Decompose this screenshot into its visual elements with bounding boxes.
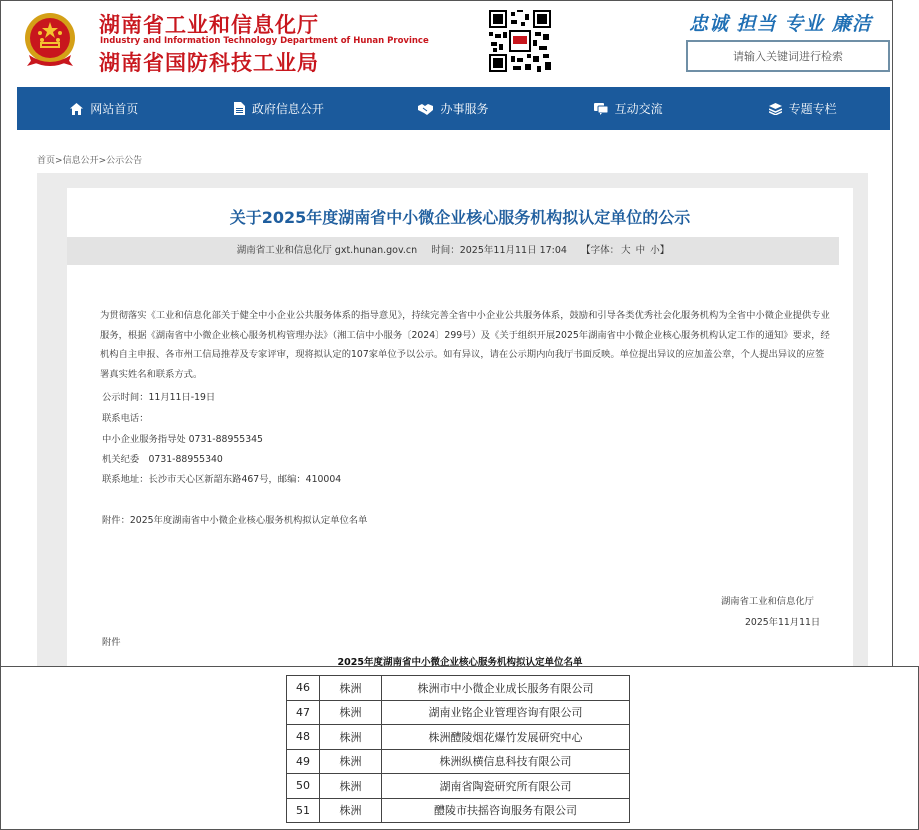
table-row [287, 774, 630, 799]
row-city: 株洲 [320, 676, 382, 701]
contact-label: 联系电话： [102, 413, 149, 424]
nav-item-interaction[interactable] [541, 87, 716, 130]
breadcrumb-home[interactable]: 首页 [37, 156, 56, 166]
org-name-secondary: 湖南省国防科技工业局 [99, 51, 319, 75]
row-city: 株洲 [320, 725, 382, 750]
table-row [287, 676, 630, 701]
site-header [1, 1, 893, 87]
breadcrumb-info-public[interactable]: 信息公开 [62, 156, 99, 166]
units-table [286, 675, 630, 823]
font-size-large-button[interactable]: 大 [621, 245, 631, 256]
nav-item-label: 办事服务 [440, 102, 489, 116]
contact-sme-division: 中小企业服务指导处 0731-88955345 [102, 434, 263, 445]
nav-item-label: 互动交流 [614, 102, 663, 116]
signature-org: 湖南省工业和信息化厅 [721, 596, 814, 607]
signature-date: 2025年11月11日 [745, 617, 821, 628]
article-source: 湖南省工业和信息化厅 gxt.hunan.gov.cn [236, 245, 418, 256]
nav-item-topics[interactable] [715, 87, 890, 130]
row-number: 49 [287, 749, 320, 774]
breadcrumb-separator: > [55, 156, 63, 166]
row-unit-name: 醴陵市扶摇咨询服务有限公司 [382, 798, 630, 823]
attachment-link[interactable]: 附件：2025年度湖南省中小微企业核心服务机构拟认定单位名单 [102, 515, 368, 526]
table-row [287, 749, 630, 774]
nav-item-label: 网站首页 [90, 102, 139, 116]
breadcrumb-separator: > [98, 156, 107, 166]
national-emblem-icon [23, 11, 77, 69]
article-time: 时间：2025年11月11日 17:04 [431, 245, 567, 256]
row-city: 株洲 [320, 798, 382, 823]
table-row [287, 798, 630, 823]
row-unit-name: 湖南省陶瓷研究所有限公司 [382, 774, 630, 799]
org-name-primary: 湖南省工业和信息化厅 [99, 13, 319, 37]
org-name-english: Industry and Information Technology Department of Hunan Province [100, 36, 429, 46]
search-input[interactable] [686, 40, 890, 72]
layers-icon [769, 103, 782, 115]
row-unit-name: 株洲市中小微企业成长服务有限公司 [382, 676, 630, 701]
row-unit-name: 株洲醴陵烟花爆竹发展研究中心 [382, 725, 630, 750]
table-row [287, 725, 630, 750]
breadcrumb [37, 153, 142, 166]
row-city: 株洲 [320, 700, 382, 725]
nav-item-label: 政府信息公开 [251, 102, 324, 116]
nav-item-home[interactable] [17, 87, 192, 130]
font-size-small-button[interactable]: 小】 [650, 245, 670, 256]
article-title: 关于2025年度湖南省中小微企业核心服务机构拟认定单位的公示 [229, 208, 691, 227]
font-size-medium-button[interactable]: 中 [635, 245, 646, 256]
row-city: 株洲 [320, 749, 382, 774]
row-number: 48 [287, 725, 320, 750]
nav-item-services[interactable] [366, 87, 541, 130]
home-icon [70, 103, 83, 115]
article-card [67, 188, 853, 667]
row-number: 47 [287, 700, 320, 725]
appendix-label: 附件 [102, 637, 121, 648]
qr-code-icon[interactable] [489, 10, 551, 72]
row-unit-name: 湖南业铭企业管理咨询有限公司 [382, 700, 630, 725]
main-nav [17, 87, 890, 130]
contact-address: 联系地址：长沙市天心区新韶东路467号，邮编：410004 [102, 474, 342, 485]
table-screenshot-panel [0, 666, 919, 830]
font-size-label: 【字体： [581, 245, 620, 256]
row-unit-name: 株洲纵横信息科技有限公司 [382, 749, 630, 774]
document-icon [234, 102, 245, 115]
contact-discipline-committee: 机关纪委 0731-88955340 [102, 454, 223, 465]
article-meta-bar [67, 237, 839, 265]
handshake-icon [418, 103, 433, 115]
row-number: 51 [287, 798, 320, 823]
content-area [37, 173, 868, 667]
article-paragraph: 为贯彻落实《工业和信息化部关于健全中小企业公共服务体系的指导意见》，持续完善全省中小企业公共服务体系，鼓励和引导各类优秀社会化服务机构为全省中小微企业提供专业服务，根据《湖南省中小微企业核心服务机构管理办法》（湘工信中小服务〔2024〕299号）及《关于组织开展2025年湖南省中小微企业核心服务机构认定工作的通知》要求，经机构自主申报、各市州工信局推荐及专家评审，现将拟认定的107家单位予以公示。如有异议，请在公示期内向我厅书面反映。单位提出异议的应加盖公章，个人提出异议的应签署真实姓名和联系方式。 [100, 310, 830, 380]
table-row [287, 700, 630, 725]
nav-item-gov-info[interactable] [192, 87, 367, 130]
list-title: 2025年度湖南省中小微企业核心服务机构拟认定单位名单 [337, 657, 583, 667]
row-number: 50 [287, 774, 320, 799]
slogan: 忠诚 担当 专业 廉洁 [689, 13, 872, 35]
row-number: 46 [287, 676, 320, 701]
chat-icon [594, 103, 608, 115]
breadcrumb-announcements[interactable]: 公示公告 [106, 156, 143, 166]
row-city: 株洲 [320, 774, 382, 799]
nav-item-label: 专题专栏 [788, 102, 837, 116]
publicity-period: 公示时间：11月11日-19日 [102, 392, 216, 403]
